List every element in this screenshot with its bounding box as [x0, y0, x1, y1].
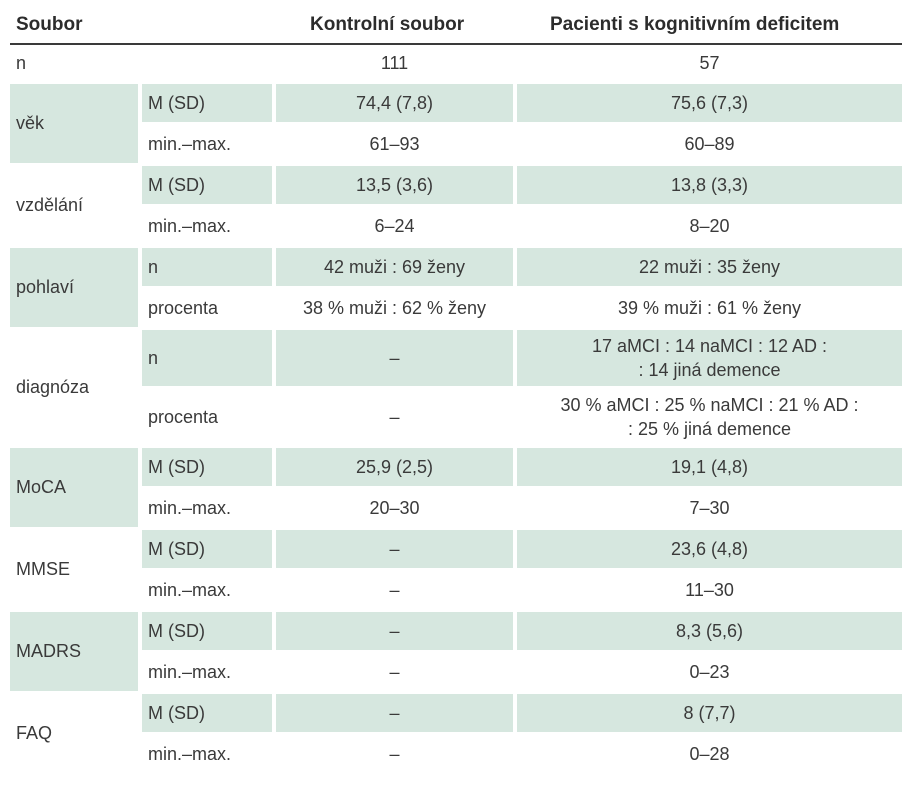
patients-value: 11–30: [685, 580, 734, 600]
control-value: –: [389, 579, 400, 600]
table-group-4: [10, 448, 902, 527]
patients-value: [517, 389, 902, 445]
table-body: [10, 84, 902, 773]
control-value: –: [389, 743, 400, 764]
stat-label: n: [142, 248, 272, 286]
patients-value: 13,8 (3,3): [517, 166, 902, 204]
table-row: [138, 612, 902, 650]
group-label: diagnóza: [16, 377, 90, 397]
stat-label: M (SD): [142, 448, 272, 486]
control-value: –: [276, 612, 513, 650]
group-label: MMSE: [16, 559, 70, 579]
table-row: [138, 530, 902, 568]
control-value: 6–24: [374, 215, 415, 236]
header-soubor: Soubor: [16, 14, 83, 35]
stat-label: n: [142, 330, 272, 386]
patients-value: [517, 330, 902, 386]
table-row: [138, 694, 902, 732]
patients-value: 8,3 (5,6): [517, 612, 902, 650]
group-label: MoCA: [10, 448, 138, 527]
table-row: [138, 448, 902, 486]
patients-value: 39 % muži : 61 % ženy: [617, 298, 802, 318]
patients-value: 8–20: [689, 216, 730, 236]
group-label: MADRS: [10, 612, 138, 691]
stat-label: M (SD): [142, 166, 272, 204]
stat-label: min.–max.: [148, 579, 232, 600]
header-patients: Pacienti s kognitivním deficitem: [550, 14, 840, 35]
control-value: 25,9 (2,5): [276, 448, 513, 486]
patients-value: 60–89: [684, 134, 735, 154]
table-row-n: [10, 45, 902, 81]
stat-label: procenta: [148, 297, 219, 318]
table-row: [138, 125, 902, 163]
table-row: [138, 489, 902, 527]
table-group-1: [10, 166, 902, 245]
patients-value: 75,6 (7,3): [517, 84, 902, 122]
group-label: věk: [10, 84, 138, 163]
table-row: [138, 248, 902, 286]
control-value: 20–30: [369, 497, 420, 518]
table-group-7: [10, 694, 902, 773]
table-row: [138, 653, 902, 691]
control-value: 61–93: [369, 133, 420, 154]
table-row: [138, 389, 902, 445]
stat-label: min.–max.: [148, 743, 232, 764]
table-group-2: [10, 248, 902, 327]
control-value: 13,5 (3,6): [276, 166, 513, 204]
stat-label: min.–max.: [148, 133, 232, 154]
group-label: FAQ: [16, 723, 53, 743]
patients-value: 0–23: [689, 662, 730, 682]
table-group-5: [10, 530, 902, 609]
control-value: –: [276, 530, 513, 568]
stat-label: M (SD): [142, 612, 272, 650]
control-value: 74,4 (7,8): [276, 84, 513, 122]
patients-value-line1: 17 aMCI : 14 naMCI : 12 AD :: [591, 336, 828, 356]
patients-value: 8 (7,7): [517, 694, 902, 732]
stat-label: M (SD): [142, 84, 272, 122]
table-group-0: [10, 84, 902, 163]
stat-label: procenta: [148, 406, 219, 427]
patients-value: 57: [699, 53, 720, 73]
patients-value: 0–28: [689, 744, 730, 764]
stat-label: M (SD): [142, 694, 272, 732]
control-value: 38 % muži : 62 % ženy: [302, 297, 487, 318]
table-row: [138, 330, 902, 386]
patients-value: 22 muži : 35 ženy: [517, 248, 902, 286]
table-row: [138, 166, 902, 204]
table-row: [138, 84, 902, 122]
group-label: pohlaví: [10, 248, 138, 327]
table-row: [138, 571, 902, 609]
table-row: [138, 289, 902, 327]
patients-value: 19,1 (4,8): [517, 448, 902, 486]
table-header: [10, 6, 902, 45]
header-control: Kontrolní soubor: [310, 14, 465, 35]
table-group-3: [10, 330, 902, 445]
control-value: –: [389, 406, 400, 427]
control-value: –: [389, 661, 400, 682]
stat-label: min.–max.: [148, 661, 232, 682]
patients-value-line2: : 25 % jiná demence: [627, 419, 792, 439]
control-value: –: [276, 694, 513, 732]
control-value: 111: [380, 52, 409, 73]
stat-label: min.–max.: [148, 215, 232, 236]
group-label: vzdělání: [16, 195, 84, 215]
table-row: [138, 207, 902, 245]
table-group-6: [10, 612, 902, 691]
patients-value-line1: 30 % aMCI : 25 % naMCI : 21 % AD :: [560, 395, 859, 415]
row-label: n: [16, 52, 27, 73]
control-value: –: [276, 330, 513, 386]
table-row: [138, 735, 902, 773]
stat-label: M (SD): [142, 530, 272, 568]
patients-value: 23,6 (4,8): [517, 530, 902, 568]
stat-label: min.–max.: [148, 497, 232, 518]
patients-value-line2: : 14 jiná demence: [638, 360, 781, 380]
control-value: 42 muži : 69 ženy: [276, 248, 513, 286]
patients-value: 7–30: [689, 498, 730, 518]
demographics-table: [10, 6, 902, 773]
